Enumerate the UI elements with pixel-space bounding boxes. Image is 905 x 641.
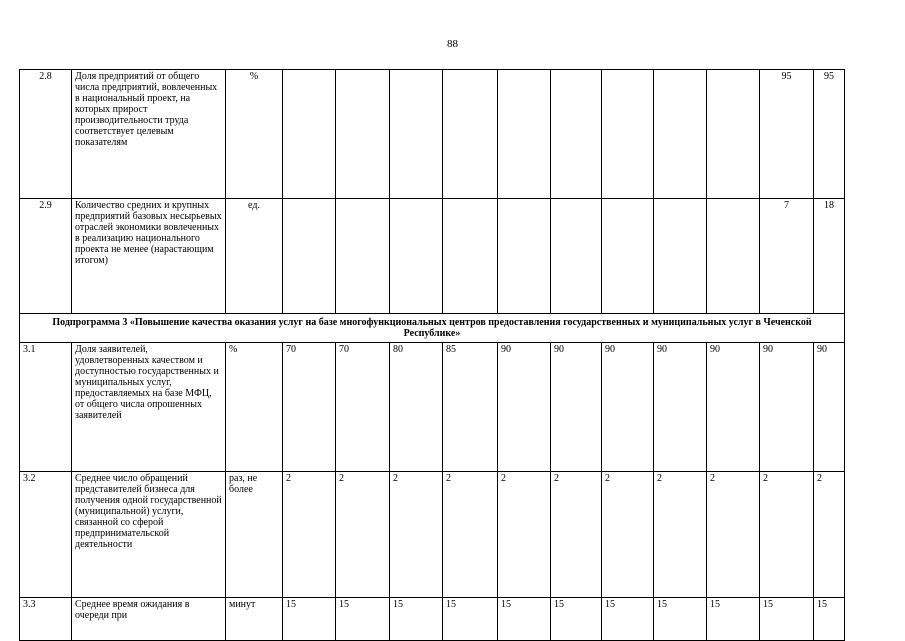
value-cell: 2 (707, 472, 760, 598)
value-cell: 85 (443, 343, 498, 472)
value-cell: 15 (283, 598, 336, 641)
value-cell: 7 (760, 199, 814, 314)
value-cell: 2 (498, 472, 551, 598)
row-number: 3.1 (20, 343, 72, 472)
value-cell (498, 199, 551, 314)
value-cell: 2 (443, 472, 498, 598)
value-cell (443, 199, 498, 314)
row-number: 2.8 (20, 70, 72, 199)
value-cell (390, 199, 443, 314)
value-cell (602, 70, 654, 199)
value-cell: 15 (760, 598, 814, 641)
value-cell: 95 (814, 70, 845, 199)
value-cell: 2 (390, 472, 443, 598)
page-number: 88 (447, 38, 458, 50)
value-cell: 70 (336, 343, 390, 472)
value-cell (390, 70, 443, 199)
value-cell (336, 199, 390, 314)
value-cell (707, 70, 760, 199)
value-cell: 2 (814, 472, 845, 598)
value-cell: 15 (707, 598, 760, 641)
table-row (20, 199, 845, 314)
unit-cell: минут (226, 598, 283, 641)
value-cell: 18 (814, 199, 845, 314)
value-cell (443, 70, 498, 199)
value-cell (283, 70, 336, 199)
value-cell: 80 (390, 343, 443, 472)
table-row (20, 472, 845, 598)
value-cell (551, 199, 602, 314)
value-cell: 2 (283, 472, 336, 598)
value-cell: 2 (760, 472, 814, 598)
value-cell: 15 (390, 598, 443, 641)
value-cell: 90 (654, 343, 707, 472)
value-cell: 90 (602, 343, 654, 472)
indicator-name: Среднее время ожидания в очереди при (72, 598, 226, 641)
value-cell (551, 70, 602, 199)
table-row (20, 70, 845, 199)
indicator-name: Доля заявителей, удовлетворенных качеством и доступностью государственных и муниципальных услуг, предоставляемых на базе МФЦ, от общего числа опрошенных заявителей (72, 343, 226, 472)
value-cell: 15 (814, 598, 845, 641)
value-cell: 70 (283, 343, 336, 472)
value-cell (336, 70, 390, 199)
indicator-name: Количество средних и крупных предприятий базовых несырьевых отраслей экономики вовлеченных в реализацию национального проекта не менее (нарастающим итогом) (72, 199, 226, 314)
value-cell: 15 (498, 598, 551, 641)
value-cell (654, 199, 707, 314)
value-cell: 90 (498, 343, 551, 472)
value-cell: 15 (336, 598, 390, 641)
value-cell: 90 (814, 343, 845, 472)
subprogram-row (20, 314, 845, 343)
value-cell: 15 (443, 598, 498, 641)
table-row (20, 343, 845, 472)
value-cell: 2 (602, 472, 654, 598)
value-cell: 15 (602, 598, 654, 641)
value-cell: 95 (760, 70, 814, 199)
value-cell: 2 (551, 472, 602, 598)
unit-cell: % (226, 70, 283, 199)
indicator-name: Доля предприятий от общего числа предприятий, вовлеченных в национальный проект, на которых прирост производительности труда соответствует целевым показателям (72, 70, 226, 199)
value-cell: 15 (551, 598, 602, 641)
table-row (20, 598, 845, 641)
value-cell: 90 (760, 343, 814, 472)
value-cell: 2 (654, 472, 707, 598)
indicators-table (19, 69, 845, 641)
row-number: 3.3 (20, 598, 72, 641)
value-cell (654, 70, 707, 199)
indicator-name: Среднее число обращений представителей бизнеса для получения одной государственной (муниципальной) услуги, связанной со сферой предпринимательской деятельности (72, 472, 226, 598)
value-cell: 90 (707, 343, 760, 472)
value-cell (602, 199, 654, 314)
value-cell: 90 (551, 343, 602, 472)
unit-cell: % (226, 343, 283, 472)
value-cell (498, 70, 551, 199)
value-cell: 2 (336, 472, 390, 598)
value-cell: 15 (654, 598, 707, 641)
row-number: 2.9 (20, 199, 72, 314)
subprogram-heading: Подпрограмма 3 «Повышение качества оказания услуг на базе многофункциональных центров предоставления государственных и муниципальных услуг в Чеченской Республике» (20, 314, 845, 343)
value-cell (707, 199, 760, 314)
unit-cell: раз, не более (226, 472, 283, 598)
unit-cell: ед. (226, 199, 283, 314)
value-cell (283, 199, 336, 314)
row-number: 3.2 (20, 472, 72, 598)
